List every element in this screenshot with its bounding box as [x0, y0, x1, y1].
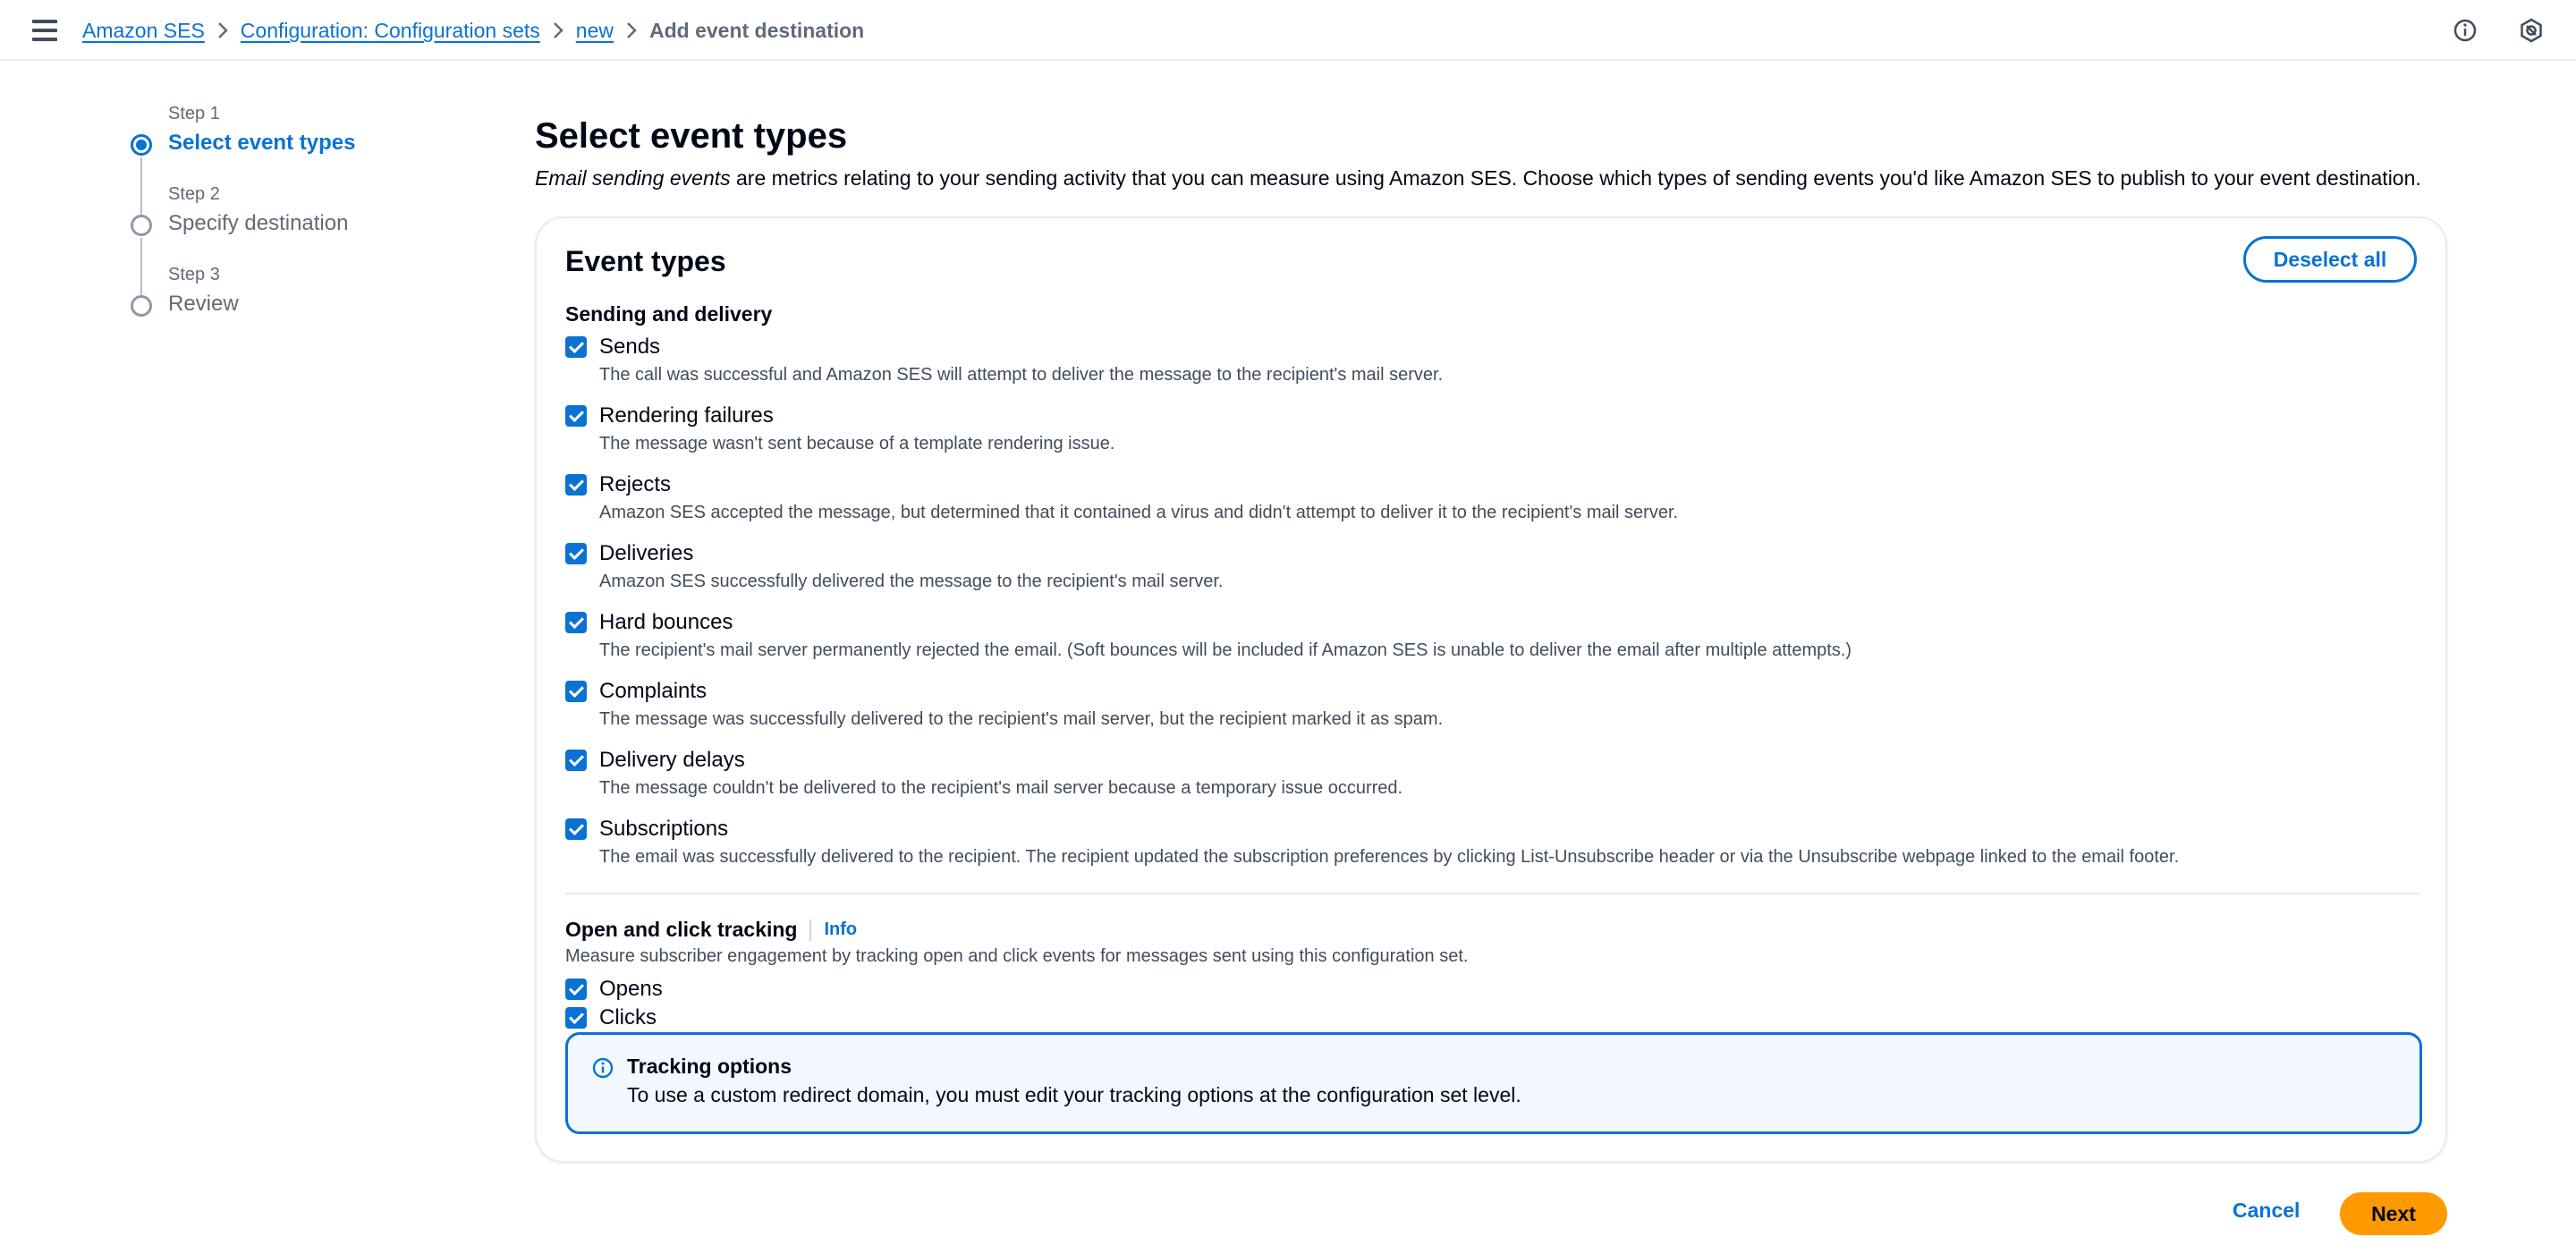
- tracking-header: [565, 918, 857, 942]
- breadcrumb-link-new[interactable]: new: [575, 19, 614, 42]
- checkbox-hard-bounces[interactable]: [565, 612, 587, 633]
- section-divider: [565, 893, 2420, 894]
- checkbox-description: The message was successfully delivered to the recipient's mail server, but the recipient marked it as spam.: [599, 709, 1444, 729]
- step-number: Step 3: [168, 265, 220, 284]
- checkbox-description: The message wasn't sent because of a template rendering issue.: [599, 434, 1115, 453]
- checkbox-description: The message couldn't be delivered to the recipient's mail server because a temporary issue occurred.: [599, 778, 1403, 798]
- checkbox-subscriptions[interactable]: [565, 818, 587, 840]
- checkbox-description: The email was successfully delivered to the recipient. The recipient updated the subscription preferences by clicking List-Unsubscribe header or via the Unsubscribe webpage linked to the email footer.: [599, 847, 2180, 867]
- header-separator: [809, 919, 811, 941]
- page-description-text: are metrics relating to your sending activity that you can measure using Amazon SES. Choose which types of sending events you'd like Amazon SES to publish to your event destination.: [730, 166, 2421, 190]
- checkbox-description: The call was successful and Amazon SES will attempt to deliver the message to the recipient's mail server.: [599, 365, 1444, 385]
- step-title: Specify destination: [168, 211, 349, 235]
- checkbox-label[interactable]: Deliveries: [599, 541, 694, 565]
- checkbox-opens[interactable]: [565, 979, 587, 1000]
- breadcrumb-link-amazon-ses[interactable]: Amazon SES: [82, 19, 205, 42]
- event-types-container: [535, 216, 2447, 1163]
- checkbox-clicks[interactable]: [565, 1007, 587, 1029]
- page-title: Select event types: [535, 116, 848, 156]
- step-active-indicator-icon: [131, 134, 152, 156]
- checkbox-rejects[interactable]: [565, 474, 587, 496]
- breadcrumb: [82, 16, 864, 45]
- chevron-right-icon: [205, 16, 241, 45]
- deselect-all-button[interactable]: Deselect all: [2243, 236, 2417, 283]
- chevron-right-icon: [614, 16, 649, 45]
- checkbox-description: Amazon SES accepted the message, but determined that it contained a virus and didn't attempt to deliver it to the recipient's mail server.: [599, 503, 1679, 522]
- breadcrumb-current: Add event destination: [648, 19, 865, 42]
- checkbox-label[interactable]: Sends: [599, 335, 661, 359]
- alert-title: Tracking options: [627, 1055, 792, 1078]
- info-icon[interactable]: [2451, 16, 2479, 45]
- checkbox-label[interactable]: Hard bounces: [599, 610, 733, 634]
- chevron-right-icon: [540, 16, 576, 45]
- info-icon: [591, 1056, 614, 1080]
- checkbox-label[interactable]: Rendering failures: [599, 403, 774, 428]
- sending-delivery-label: Sending and delivery: [565, 302, 773, 326]
- menu-icon[interactable]: [32, 20, 57, 41]
- checkbox-description: The recipient's mail server permanently rejected the email. (Soft bounces will be included if Amazon SES is unable to deliver the email after multiple attempts.): [599, 640, 1852, 660]
- checkbox-delivery-delays[interactable]: [565, 750, 587, 771]
- tracking-title: Open and click tracking: [565, 918, 798, 941]
- alert-text: To use a custom redirect domain, you must edit your tracking options at the configuration set level.: [627, 1083, 1521, 1106]
- step-3: [125, 261, 447, 342]
- step-inactive-indicator-icon: [131, 295, 152, 317]
- page-description: [535, 166, 2431, 191]
- cancel-button[interactable]: Cancel: [2233, 1199, 2301, 1222]
- container-title: Event types: [565, 245, 726, 277]
- tracking-options-alert: [565, 1032, 2422, 1134]
- breadcrumb-link-configuration-sets[interactable]: Configuration: Configuration sets: [240, 19, 540, 42]
- next-button[interactable]: Next: [2340, 1192, 2447, 1235]
- step-2: [125, 181, 447, 261]
- settings-hexagon-icon[interactable]: [2517, 16, 2546, 45]
- step-title: Review: [168, 292, 239, 316]
- checkbox-complaints[interactable]: [565, 681, 587, 702]
- wizard-steps: [125, 100, 447, 342]
- step-1[interactable]: [125, 100, 447, 181]
- checkbox-description: Amazon SES successfully delivered the message to the recipient's mail server.: [599, 572, 1224, 591]
- step-number: Step 1: [168, 104, 220, 123]
- checkbox-label[interactable]: Rejects: [599, 472, 672, 496]
- step-inactive-indicator-icon: [131, 215, 152, 236]
- checkbox-deliveries[interactable]: [565, 543, 587, 564]
- info-link[interactable]: Info: [824, 919, 858, 939]
- checkbox-label[interactable]: Delivery delays: [599, 748, 745, 772]
- tracking-description: Measure subscriber engagement by tracking open and click events for messages sent using this configuration set.: [565, 946, 1469, 966]
- checkbox-rendering-failures[interactable]: [565, 405, 587, 427]
- step-title: Select event types: [168, 131, 356, 155]
- step-number: Step 2: [168, 184, 220, 204]
- checkbox-label[interactable]: Subscriptions: [599, 817, 729, 841]
- checkbox-sends[interactable]: [565, 336, 587, 358]
- checkbox-label[interactable]: Opens: [599, 977, 663, 1001]
- checkbox-label[interactable]: Complaints: [599, 679, 708, 703]
- checkbox-label[interactable]: Clicks: [599, 1005, 657, 1029]
- top-navigation-bar: [0, 0, 2576, 61]
- page-description-emphasis: Email sending events: [535, 166, 731, 190]
